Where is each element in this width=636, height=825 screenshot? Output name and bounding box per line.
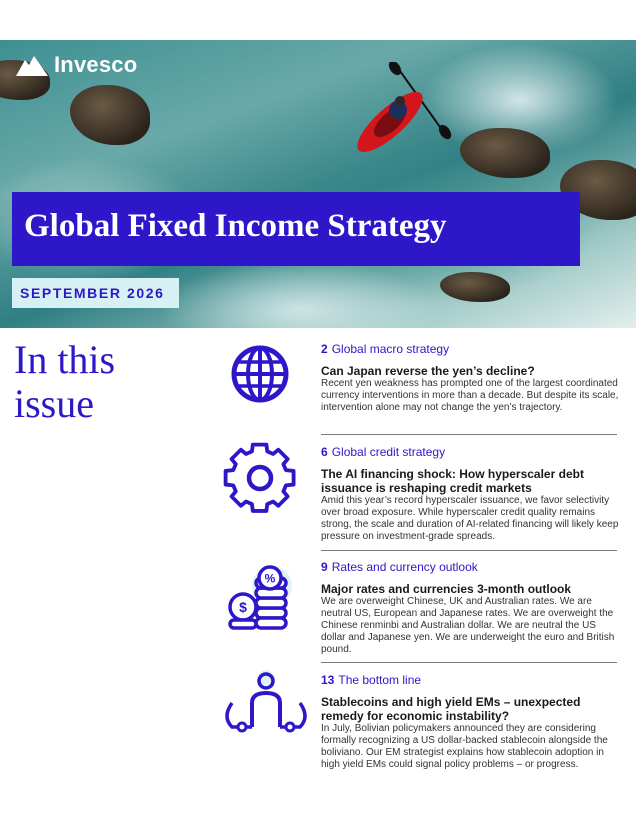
article-summary: Recent yen weakness has prompted one of the largest coordinated currency interventions in more than a decade. But despite its scale, intervention alone may not change the yen’s trajectory. bbox=[321, 378, 619, 413]
page-title: Global Fixed Income Strategy bbox=[24, 208, 447, 244]
article-headline[interactable]: Stablecoins and high yield EMs – unexpected remedy for economic instability? bbox=[321, 695, 581, 723]
divider bbox=[321, 434, 617, 435]
divider bbox=[321, 550, 617, 551]
coins-icon bbox=[212, 558, 308, 654]
rock bbox=[460, 128, 550, 178]
article-headline[interactable]: Major rates and currencies 3-month outlook bbox=[321, 582, 572, 596]
section-link[interactable] bbox=[321, 445, 621, 459]
issue-date: SEPTEMBER 2026 bbox=[20, 285, 165, 301]
brand-logo-text: Invesco bbox=[54, 52, 138, 77]
issue-date-badge bbox=[12, 278, 179, 308]
mountain-logo-icon bbox=[16, 54, 48, 76]
page-number: 2 bbox=[321, 342, 328, 356]
contents-heading-line2: issue bbox=[14, 381, 94, 426]
globe-icon bbox=[212, 340, 308, 436]
contents-heading-line1: In this bbox=[14, 337, 116, 382]
svg-text:$: $ bbox=[239, 599, 247, 615]
section-link[interactable] bbox=[321, 342, 621, 356]
section-title: Global macro strategy bbox=[331, 342, 450, 356]
svg-text:%: % bbox=[264, 571, 276, 586]
section-title: Rates and currency outlook bbox=[331, 560, 478, 574]
rock bbox=[440, 272, 510, 302]
divider bbox=[321, 662, 617, 663]
article-summary: In July, Bolivian policymakers announced they are considering formally recognizing a US dollar-backed stablecoin alongside the boliviano. Our EM strategist explains how stablecoin adoption in high yield EMs could signal policy problems – or progress. bbox=[321, 723, 608, 770]
section-title: The bottom line bbox=[338, 673, 422, 687]
article-headline[interactable]: The AI financing shock: How hyperscaler debt issuance is reshaping credit markets bbox=[321, 467, 584, 495]
article-summary: We are overweight Chinese, UK and Australian rates. We are neutral US, European and Japanese rates. We are overweight the Chinese renminbi and Australian dollar. We are neutral the US dollar and Japanese yen. We are underweight the euro and British pound. bbox=[321, 596, 615, 655]
person-network-icon bbox=[212, 669, 308, 765]
article-headline[interactable]: Can Japan reverse the yen’s decline? bbox=[321, 364, 535, 378]
gear-icon bbox=[212, 441, 308, 537]
section-link[interactable] bbox=[321, 673, 621, 687]
page-title-banner bbox=[12, 192, 580, 266]
page-number: 13 bbox=[321, 673, 335, 687]
hero-image bbox=[0, 40, 636, 328]
contents-heading bbox=[14, 338, 115, 426]
page-number: 6 bbox=[321, 445, 328, 459]
section-link[interactable] bbox=[321, 560, 621, 574]
brand-logo bbox=[16, 52, 137, 78]
rock bbox=[70, 85, 150, 145]
section-title: Global credit strategy bbox=[331, 445, 446, 459]
article-summary: Amid this year’s record hyperscaler issuance, we favor selectivity over broad exposure. While hyperscaler credit quality remains strong, the scale and duration of AI-related financing will likely keep pressure on investment-grade spreads. bbox=[321, 495, 619, 542]
kayak-illustration bbox=[350, 62, 460, 162]
page-number: 9 bbox=[321, 560, 328, 574]
